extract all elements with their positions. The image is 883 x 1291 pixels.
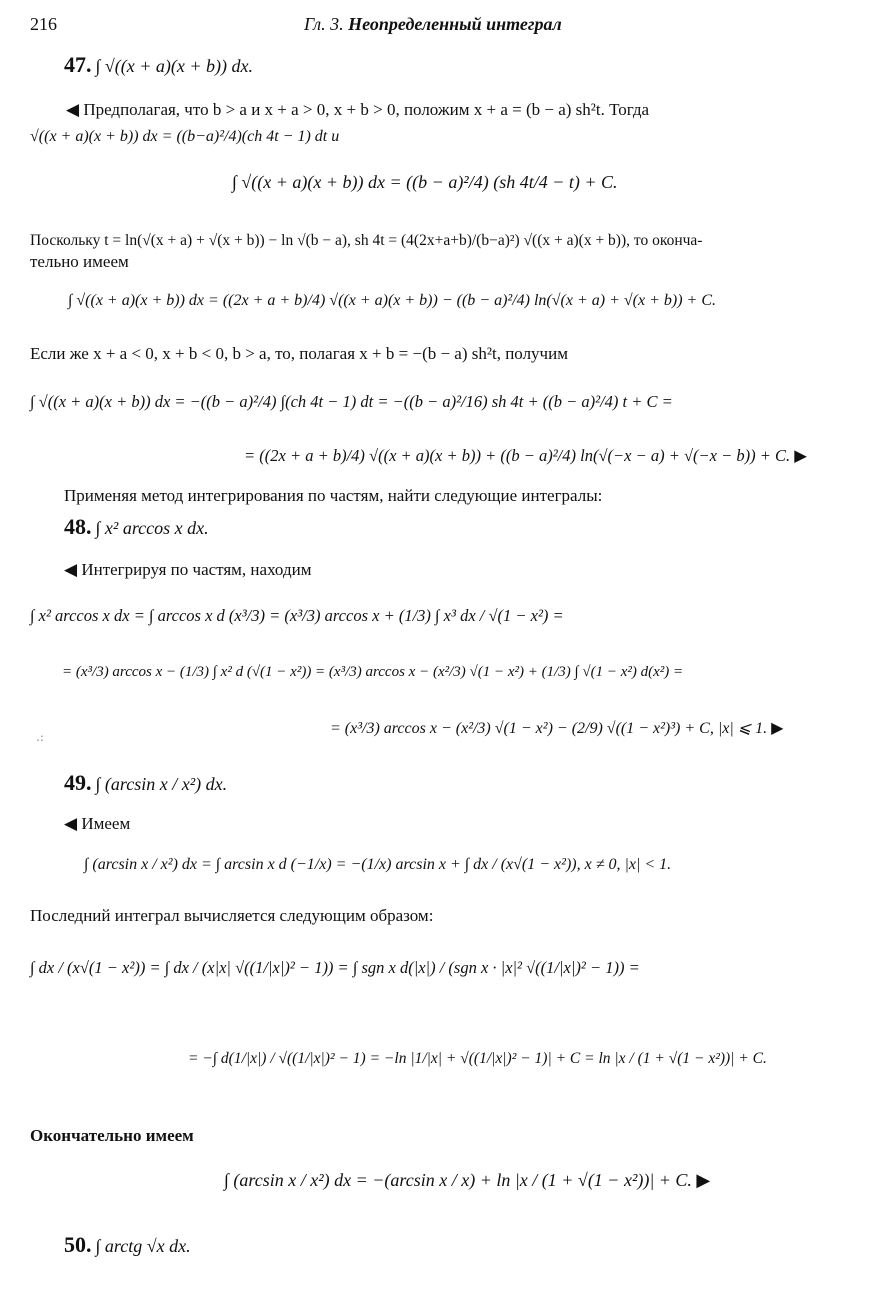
formula-display: = (x³/3) arccos x − (1/3) ∫ x² d (√(1 − x²)) = (x³/3) arccos x − (x²/3) √(1 − x²) + (1/3) ∫ √(1 − x²) d(x²) = — [62, 664, 684, 680]
solution-line: Окончательно имеем — [30, 1126, 194, 1145]
problem-50-heading — [64, 1232, 191, 1258]
problem-47-heading — [64, 52, 253, 78]
formula-display: ∫ (arcsin x / x²) dx = ∫ arcsin x d (−1/x) = −(1/x) arcsin x + ∫ dx / (x√(1 − x²)), x ≠ 0, |x| < 1. — [84, 856, 672, 873]
formula-display: ∫ √((x + a)(x + b)) dx = ((2x + a + b)/4) √((x + a)(x + b)) − ((b − a)²/4) ln(√(x + a) + √(x + b)) + C. — [68, 292, 717, 309]
formula-display: ∫ dx / (x√(1 − x²)) = ∫ dx / (x|x| √((1/|x|)² − 1)) = ∫ sgn x d(|x|) / (sgn x · |x|² √((1/|x|)² − 1)) = — [30, 958, 640, 977]
formula-display: ∫ √((x + a)(x + b)) dx = ((b − a)²/4) (sh 4t/4 − t) + C. — [232, 172, 618, 192]
problem-number: 48. — [64, 514, 92, 539]
solution-line: тельно имеем — [30, 252, 129, 271]
problem-integral: ∫ arctg √x dx. — [95, 1236, 191, 1256]
solution-line: ◀ Имеем — [64, 814, 131, 833]
problem-48-heading — [64, 514, 209, 540]
formula-display: ∫ x² arccos x dx = ∫ arccos x d (x³/3) = (x³/3) arccos x + (1/3) ∫ x³ dx / √(1 − x²) = — [30, 606, 564, 625]
running-header — [304, 14, 562, 35]
problem-integral: ∫ x² arccos x dx. — [95, 518, 209, 538]
formula-display: ∫ √((x + a)(x + b)) dx = −((b − a)²/4) ∫(ch 4t − 1) dt = −((b − a)²/16) sh 4t + ((b − a)²/4) t + C = — [30, 392, 673, 411]
problem-49-heading — [64, 770, 227, 796]
page-number: 216 — [30, 14, 57, 34]
chapter-label: Гл. 3. — [304, 14, 344, 34]
solution-line: ◀ Предполагая, что b > a и x + a > 0, x + b > 0, положим x + a = (b − a) sh²t. Тогда — [66, 100, 650, 119]
solution-line: Если же x + a < 0, x + b < 0, b > a, то, полагая x + b = −(b − a) sh²t, получим — [30, 344, 568, 363]
solution-line: Последний интеграл вычисляется следующим образом: — [30, 906, 434, 925]
problem-number: 49. — [64, 770, 92, 795]
section-intro: Применяя метод интегрирования по частям, найти следующие интегралы: — [64, 486, 603, 505]
formula-display: ∫ (arcsin x / x²) dx = −(arcsin x / x) + ln |x / (1 + √(1 − x²))| + C. ▶ — [224, 1170, 711, 1190]
formula-display: = (x³/3) arccos x − (x²/3) √(1 − x²) − (2/9) √((1 − x²)³) + C, |x| ⩽ 1. ▶ — [330, 720, 784, 737]
formula-display: = −∫ d(1/|x|) / √((1/|x|)² − 1) = −ln |1/|x| + √((1/|x|)² − 1)| + C = ln |x / (1 + √(1 − x²))| + C. — [188, 1050, 767, 1067]
problem-number: 50. — [64, 1232, 92, 1257]
problem-number: 47. — [64, 52, 92, 77]
formula-display: = ((2x + a + b)/4) √((x + a)(x + b)) + ((b − a)²/4) ln(√(−x − a) + √(−x − b)) + C. ▶ — [244, 446, 807, 465]
solution-line: Поскольку t = ln(√(x + a) + √(x + b)) − ln √(b − a), sh 4t = (4(2x+a+b)/(b−a)²) √((x + a)(x + b)), то оконча- — [30, 232, 703, 249]
problem-integral: ∫ √((x + a)(x + b)) dx. — [95, 56, 254, 76]
scan-mark: .: — [36, 730, 44, 744]
formula-line: √((x + a)(x + b)) dx = ((b−a)²/4)(ch 4t − 1) dt и — [30, 128, 340, 145]
chapter-title: Неопределенный интеграл — [348, 14, 562, 34]
solution-line: ◀ Интегрируя по частям, находим — [64, 560, 312, 579]
problem-integral: ∫ (arcsin x / x²) dx. — [95, 774, 228, 794]
